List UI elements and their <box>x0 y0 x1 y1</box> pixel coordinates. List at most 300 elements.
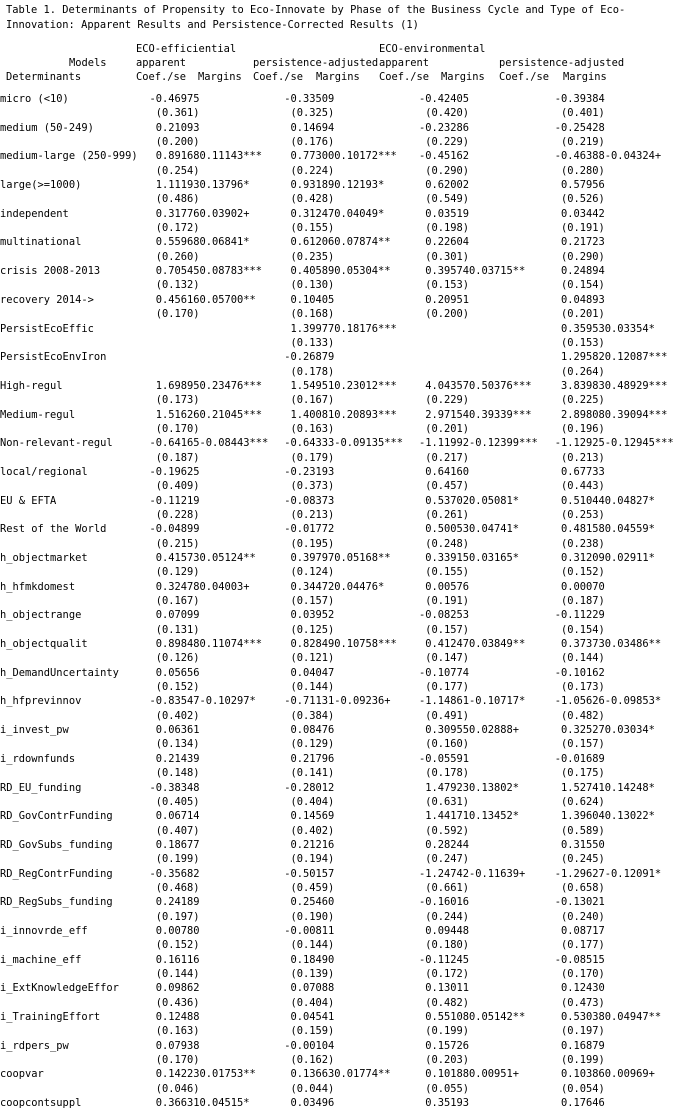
margins-eco-environmental-apparent: 0.00951+ <box>468 1068 520 1081</box>
empty-cell <box>0 221 136 235</box>
margins-eco-efficiential-persistence: 0.04476* <box>334 580 385 593</box>
margins-eco-environmental-apparent <box>469 608 538 622</box>
table-row <box>0 1096 694 1110</box>
margins-eco-efficiential-persistence: 0.20893*** <box>334 408 397 421</box>
table-row <box>0 465 694 479</box>
empty-cell <box>469 594 538 608</box>
coef-eco-efficiential-persistence: 0.21216 <box>290 838 335 851</box>
margins-eco-efficiential-apparent <box>199 1010 268 1024</box>
empty-cell <box>334 623 403 637</box>
results-table <box>0 92 694 1110</box>
coef-eco-environmental-persistence: 0.31209 <box>561 552 605 564</box>
coef-eco-efficiential-apparent: 0.14223 <box>155 1068 200 1081</box>
margins-eco-efficiential-apparent <box>199 838 268 852</box>
empty-cell <box>199 164 268 178</box>
empty-cell <box>334 651 403 665</box>
se-eco-environmental-apparent: (0.261) <box>425 508 469 521</box>
empty-cell <box>469 623 538 637</box>
coef-eco-efficiential-apparent: 0.06361 <box>155 724 200 737</box>
empty-cell <box>0 680 136 694</box>
se-eco-environmental-persistence: (0.199) <box>561 1054 605 1067</box>
margins-eco-efficiential-apparent <box>199 666 268 680</box>
margins-eco-efficiential-persistence <box>334 1039 403 1053</box>
se-eco-environmental-apparent: (0.178) <box>425 767 469 780</box>
coef-eco-environmental-persistence: 0.00070 <box>561 580 605 593</box>
margins-eco-environmental-apparent: 0.13802* <box>468 781 520 794</box>
table-row <box>0 838 694 852</box>
empty-cell <box>0 1024 136 1038</box>
table-row-standard-errors <box>0 135 694 149</box>
se-eco-environmental-apparent: (0.180) <box>425 939 469 952</box>
se-eco-environmental-persistence: (0.153) <box>561 336 605 349</box>
coef-eco-environmental-persistence: 0.31550 <box>561 838 605 851</box>
margins-eco-environmental-persistence <box>605 207 694 221</box>
se-eco-efficiential-apparent: (0.126) <box>155 652 200 665</box>
empty-cell <box>199 910 268 924</box>
se-eco-environmental-persistence: (0.482) <box>561 709 605 722</box>
empty-cell <box>0 996 136 1010</box>
se-eco-environmental-persistence: (0.177) <box>561 939 605 952</box>
margins-eco-environmental-apparent <box>469 350 538 364</box>
se-eco-environmental-apparent: (0.248) <box>425 537 469 550</box>
empty-cell <box>605 1053 694 1067</box>
coef-eco-efficiential-persistence: 0.31247 <box>290 207 335 220</box>
empty-cell <box>334 221 403 235</box>
empty-cell <box>199 967 268 981</box>
determinant-name: Medium-regul <box>0 408 76 421</box>
se-eco-efficiential-apparent: (0.215) <box>155 537 200 550</box>
empty-cell <box>334 278 403 292</box>
margins-eco-environmental-persistence <box>605 752 694 766</box>
empty-cell <box>334 967 403 981</box>
margins-eco-efficiential-apparent <box>199 981 268 995</box>
margins-eco-efficiential-persistence: 0.12193* <box>334 179 385 192</box>
table-row-standard-errors <box>0 250 694 264</box>
determinant-name: Rest of the World <box>0 523 107 536</box>
se-eco-environmental-apparent: (0.229) <box>425 136 469 149</box>
coef-eco-environmental-apparent: 0.50053 <box>425 523 469 536</box>
margins-eco-efficiential-apparent: 0.13796* <box>199 179 250 192</box>
coef-eco-environmental-apparent: 0.22604 <box>425 236 469 249</box>
coef-eco-efficiential-persistence: 0.18490 <box>290 953 335 966</box>
empty-cell <box>469 1082 538 1096</box>
margins-eco-environmental-apparent: 0.03849** <box>468 638 526 651</box>
coef-eco-environmental-persistence: 1.52741 <box>561 781 605 794</box>
coef-eco-efficiential-persistence: 0.10405 <box>290 293 335 306</box>
margins-eco-environmental-persistence <box>605 293 694 307</box>
coef-eco-environmental-persistence: 0.35953 <box>561 322 605 335</box>
empty-cell <box>334 422 403 436</box>
empty-cell <box>334 1082 403 1096</box>
empty-cell <box>469 1053 538 1067</box>
empty-cell <box>199 680 268 694</box>
table-row <box>0 522 694 536</box>
margins-eco-efficiential-persistence: 0.10172*** <box>334 150 397 163</box>
se-eco-environmental-apparent: (0.549) <box>425 193 469 206</box>
se-eco-efficiential-persistence: (0.133) <box>290 336 335 349</box>
empty-cell <box>199 938 268 952</box>
table-row-standard-errors <box>0 651 694 665</box>
se-eco-efficiential-persistence: (0.224) <box>290 164 335 177</box>
empty-cell <box>605 192 694 206</box>
empty-cell <box>469 565 538 579</box>
empty-cell <box>0 508 136 522</box>
coef-eco-efficiential-persistence: 0.21796 <box>290 752 335 765</box>
se-eco-environmental-persistence: (0.264) <box>561 365 605 378</box>
se-eco-efficiential-persistence: (0.044) <box>290 1082 335 1095</box>
empty-cell <box>334 365 403 379</box>
se-eco-environmental-apparent: (0.491) <box>425 709 469 722</box>
se-eco-environmental-persistence: (0.253) <box>561 508 605 521</box>
empty-cell <box>605 910 694 924</box>
empty-cell <box>605 565 694 579</box>
coef-eco-efficiential-persistence: 0.39797 <box>290 552 335 564</box>
empty-cell <box>199 307 268 321</box>
table-row-standard-errors <box>0 164 694 178</box>
table-row <box>0 551 694 565</box>
table-row <box>0 666 694 680</box>
coef-eco-environmental-apparent: 0.00576 <box>425 580 469 593</box>
table-row-standard-errors <box>0 451 694 465</box>
table-row-standard-errors <box>0 278 694 292</box>
margins-eco-environmental-apparent <box>469 752 538 766</box>
margins-eco-efficiential-apparent: -0.10297* <box>199 695 256 708</box>
se-eco-environmental-persistence: (0.152) <box>561 566 605 579</box>
empty-cell <box>0 106 136 120</box>
determinant-name: h_hfmkdomest <box>0 580 76 593</box>
se-eco-efficiential-apparent: (0.197) <box>155 910 200 923</box>
determinant-name: h_objectmarket <box>0 552 88 564</box>
empty-cell <box>334 910 403 924</box>
empty-cell <box>334 737 403 751</box>
coef-eco-efficiential-persistence: 0.14694 <box>290 121 335 134</box>
empty-cell <box>199 594 268 608</box>
margins-eco-environmental-persistence: -0.12091* <box>604 867 662 880</box>
se-eco-environmental-apparent <box>403 336 469 350</box>
se-eco-environmental-persistence: (0.157) <box>561 738 605 751</box>
coef-eco-environmental-persistence: 0.57956 <box>561 179 605 192</box>
table-row <box>0 1039 694 1053</box>
empty-cell <box>0 278 136 292</box>
table-row-standard-errors <box>0 508 694 522</box>
se-eco-efficiential-apparent: (0.228) <box>155 508 200 521</box>
coef-eco-environmental-persistence: 0.08717 <box>561 924 605 937</box>
empty-cell <box>605 967 694 981</box>
margins-eco-environmental-apparent <box>469 953 538 967</box>
empty-cell <box>199 365 268 379</box>
margins-eco-efficiential-persistence <box>334 465 403 479</box>
margins-eco-efficiential-persistence <box>334 953 403 967</box>
table-row-standard-errors <box>0 1082 694 1096</box>
table-row <box>0 867 694 881</box>
se-eco-environmental-apparent: (0.229) <box>425 394 469 407</box>
empty-cell <box>605 1082 694 1096</box>
coef-eco-efficiential-apparent: -0.83547 <box>149 695 200 708</box>
margins-eco-efficiential-persistence <box>334 350 403 364</box>
coef-eco-environmental-apparent: 0.39574 <box>425 265 469 278</box>
coef-eco-efficiential-persistence: -0.00811 <box>284 924 335 937</box>
margins-eco-environmental-persistence <box>605 608 694 622</box>
margins-eco-environmental-apparent: 0.03715** <box>468 265 526 278</box>
coef-eco-environmental-persistence: 0.37373 <box>561 638 605 651</box>
margins-eco-environmental-persistence <box>605 924 694 938</box>
coef-eco-efficiential-apparent <box>136 322 200 336</box>
empty-cell <box>0 623 136 637</box>
margins-eco-efficiential-persistence: 0.10758*** <box>334 638 397 651</box>
margins-eco-efficiential-apparent <box>199 781 268 795</box>
determinant-name: i_rdpers_pw <box>0 1039 69 1052</box>
empty-cell <box>334 106 403 120</box>
se-eco-efficiential-persistence: (0.155) <box>290 222 335 235</box>
table-row <box>0 694 694 708</box>
coef-eco-efficiential-apparent: -0.35682 <box>149 867 200 880</box>
se-eco-efficiential-persistence: (0.130) <box>290 279 335 292</box>
determinant-name: RD_RegContrFunding <box>0 867 113 880</box>
se-eco-efficiential-persistence: (0.194) <box>290 853 335 866</box>
empty-cell <box>469 537 538 551</box>
empty-cell <box>334 881 403 895</box>
margins-eco-efficiential-apparent: 0.01753** <box>199 1068 256 1081</box>
margins-eco-environmental-apparent: 0.02888+ <box>468 724 520 737</box>
empty-cell <box>0 479 136 493</box>
table-row-standard-errors <box>0 537 694 551</box>
se-eco-efficiential-persistence: (0.235) <box>290 250 335 263</box>
coef-eco-efficiential-persistence: -0.01772 <box>284 523 335 536</box>
margins-eco-environmental-persistence: 0.48929*** <box>604 379 668 392</box>
coef-eco-environmental-persistence: -1.12925 <box>554 437 605 450</box>
empty-cell <box>0 910 136 924</box>
empty-cell <box>0 824 136 838</box>
se-eco-environmental-apparent: (0.201) <box>425 422 469 435</box>
coef-eco-environmental-persistence: -0.13021 <box>554 896 605 909</box>
se-eco-environmental-persistence: (0.154) <box>561 623 605 636</box>
margins-eco-efficiential-persistence <box>334 867 403 881</box>
se-eco-efficiential-persistence: (0.404) <box>290 795 335 808</box>
empty-cell <box>469 910 538 924</box>
model-header-apparent-1: apparent <box>136 57 187 69</box>
empty-cell <box>605 795 694 809</box>
coef-eco-efficiential-apparent: 0.12488 <box>155 1011 200 1023</box>
empty-cell <box>199 737 268 751</box>
empty-cell <box>605 594 694 608</box>
margins-eco-environmental-apparent <box>469 924 538 938</box>
empty-cell <box>0 795 136 809</box>
se-eco-environmental-apparent: (0.155) <box>425 566 469 579</box>
coef-eco-environmental-apparent: 0.64160 <box>425 465 469 478</box>
coef-eco-environmental-apparent: 0.13011 <box>425 982 469 995</box>
se-eco-efficiential-apparent: (0.402) <box>155 709 200 722</box>
se-eco-environmental-persistence: (0.173) <box>561 681 605 694</box>
coef-eco-environmental-apparent: 0.30955 <box>425 724 469 737</box>
se-eco-environmental-apparent: (0.482) <box>425 996 469 1009</box>
empty-cell <box>334 795 403 809</box>
table-row-standard-errors <box>0 795 694 809</box>
table-row <box>0 207 694 221</box>
coef-eco-environmental-apparent: 0.41247 <box>425 638 469 651</box>
empty-cell <box>334 451 403 465</box>
empty-cell <box>0 451 136 465</box>
table-row <box>0 1010 694 1024</box>
se-eco-efficiential-apparent: (0.436) <box>155 996 200 1009</box>
se-eco-efficiential-apparent: (0.187) <box>155 451 200 464</box>
coef-eco-efficiential-apparent: -0.38348 <box>149 781 200 794</box>
coef-eco-efficiential-apparent: 0.24189 <box>155 896 200 909</box>
se-eco-efficiential-apparent: (0.260) <box>155 250 200 263</box>
margins-eco-efficiential-apparent: 0.21045*** <box>199 408 263 421</box>
margins-eco-environmental-apparent <box>469 149 538 163</box>
empty-cell <box>199 422 268 436</box>
coef-eco-environmental-persistence: 0.10386 <box>561 1068 605 1081</box>
coef-eco-efficiential-apparent: 0.00780 <box>155 924 200 937</box>
empty-cell <box>199 795 268 809</box>
margins-eco-environmental-apparent <box>469 92 538 106</box>
table-caption: Table 1. Determinants of Propensity to Eco-Innovate by Phase of the Business Cycle and Type of Eco-Innovation: Apparent Results and Persistence-Corrected Results (1) <box>6 4 626 31</box>
empty-cell <box>334 164 403 178</box>
coef-eco-environmental-persistence: 1.29582 <box>561 351 605 364</box>
model-header-persistence-adjusted-2: persistence-adjusted <box>499 57 625 69</box>
margins-eco-efficiential-apparent: 0.11143*** <box>199 150 263 163</box>
margins-eco-efficiential-persistence <box>334 838 403 852</box>
empty-cell <box>605 881 694 895</box>
se-eco-efficiential-apparent: (0.407) <box>155 824 200 837</box>
empty-cell <box>605 766 694 780</box>
se-eco-environmental-apparent: (0.200) <box>425 308 469 321</box>
table-row <box>0 436 694 450</box>
table-row <box>0 1067 694 1081</box>
se-eco-environmental-persistence: (0.225) <box>561 394 605 407</box>
group-header-eco-efficiential: ECO-efficiential <box>136 43 237 55</box>
se-eco-efficiential-persistence: (0.190) <box>290 910 335 923</box>
coef-eco-efficiential-persistence: 0.08476 <box>290 724 335 737</box>
determinant-name: coopcontsuppl <box>0 1097 82 1110</box>
table-row <box>0 494 694 508</box>
empty-cell <box>469 192 538 206</box>
coef-eco-efficiential-persistence: 0.13663 <box>290 1068 335 1081</box>
margins-eco-efficiential-persistence: 0.07874** <box>334 236 391 249</box>
coef-eco-efficiential-persistence: 0.34472 <box>290 580 335 593</box>
table-row <box>0 408 694 422</box>
margins-eco-environmental-apparent: 0.05081* <box>468 494 520 507</box>
determinant-name: medium (50-249) <box>0 121 94 134</box>
determinant-name: PersistEcoEnvIron <box>0 351 107 364</box>
se-eco-environmental-apparent: (0.198) <box>425 222 469 235</box>
empty-cell <box>469 709 538 723</box>
coef-eco-environmental-apparent: -0.05591 <box>418 752 469 765</box>
empty-cell <box>605 680 694 694</box>
margins-eco-efficiential-apparent: 0.06841* <box>199 236 250 249</box>
coef-eco-environmental-apparent: 4.04357 <box>425 379 469 392</box>
empty-cell <box>469 336 538 350</box>
coef-eco-efficiential-apparent: 1.11193 <box>155 179 200 192</box>
margins-eco-environmental-apparent: -0.10717* <box>468 695 526 708</box>
se-eco-environmental-persistence: (0.191) <box>561 222 605 235</box>
empty-cell <box>605 164 694 178</box>
table-row-standard-errors <box>0 106 694 120</box>
se-eco-environmental-persistence: (0.245) <box>561 853 605 866</box>
empty-cell <box>0 192 136 206</box>
margins-eco-efficiential-apparent <box>199 924 268 938</box>
empty-cell <box>469 824 538 838</box>
empty-cell <box>199 1024 268 1038</box>
empty-cell <box>469 221 538 235</box>
coef-eco-environmental-persistence: -0.11229 <box>554 609 605 622</box>
margins-eco-environmental-apparent <box>469 178 538 192</box>
margins-eco-efficiential-persistence: 0.18176*** <box>334 322 397 335</box>
table-row-standard-errors <box>0 910 694 924</box>
se-eco-environmental-persistence: (0.526) <box>561 193 605 206</box>
se-eco-environmental-persistence: (0.196) <box>561 422 605 435</box>
empty-cell <box>199 451 268 465</box>
coef-eco-environmental-persistence: 0.17646 <box>561 1097 605 1110</box>
empty-cell <box>199 623 268 637</box>
margins-eco-environmental-apparent <box>469 465 538 479</box>
empty-cell <box>605 422 694 436</box>
margins-eco-environmental-persistence <box>605 981 694 995</box>
empty-cell <box>199 766 268 780</box>
col-header-coef-se-4: Coef./se <box>499 71 550 83</box>
margins-eco-environmental-persistence <box>605 895 694 909</box>
margins-eco-efficiential-apparent <box>199 953 268 967</box>
coef-eco-efficiential-persistence: 0.40589 <box>290 265 335 278</box>
margins-eco-environmental-persistence <box>605 121 694 135</box>
col-header-margins-3: Margins <box>441 71 485 83</box>
header-rule-bottom <box>6 87 678 88</box>
margins-eco-environmental-apparent: 0.04741* <box>468 523 520 536</box>
coef-eco-efficiential-apparent: 1.69895 <box>155 379 200 392</box>
margins-eco-efficiential-persistence: -0.09135*** <box>334 437 404 450</box>
table-row <box>0 379 694 393</box>
se-eco-environmental-apparent: (0.199) <box>425 1025 469 1038</box>
coef-eco-efficiential-apparent: 0.09862 <box>155 982 200 995</box>
coef-eco-environmental-persistence: -0.08515 <box>554 953 605 966</box>
table-row <box>0 781 694 795</box>
margins-eco-efficiential-persistence: 0.01774** <box>334 1068 391 1081</box>
table-row <box>0 264 694 278</box>
margins-eco-efficiential-persistence: 0.05168** <box>334 552 391 564</box>
coef-eco-environmental-apparent: 0.20951 <box>425 293 469 306</box>
se-eco-efficiential-apparent: (0.173) <box>155 394 200 407</box>
empty-cell <box>0 651 136 665</box>
coef-eco-environmental-apparent: -0.45162 <box>418 150 469 163</box>
determinant-name: multinational <box>0 236 82 249</box>
coef-eco-environmental-apparent: 0.03519 <box>425 207 469 220</box>
coef-eco-efficiential-apparent: 0.07938 <box>155 1039 200 1052</box>
coef-eco-efficiential-persistence: -0.08373 <box>284 494 335 507</box>
margins-eco-environmental-persistence <box>605 178 694 192</box>
empty-cell <box>0 852 136 866</box>
empty-cell <box>469 393 538 407</box>
empty-cell <box>0 365 136 379</box>
empty-cell <box>469 422 538 436</box>
empty-cell <box>469 365 538 379</box>
col-header-margins-1: Margins <box>198 71 242 83</box>
coef-eco-efficiential-apparent: 0.31776 <box>155 207 200 220</box>
coef-eco-efficiential-persistence: 0.07088 <box>290 982 335 995</box>
empty-cell <box>199 135 268 149</box>
margins-eco-environmental-apparent <box>469 1039 538 1053</box>
table-row <box>0 608 694 622</box>
se-eco-efficiential-persistence: (0.129) <box>290 738 335 751</box>
determinant-name: RD_RegSubs_funding <box>0 896 113 909</box>
coef-eco-efficiential-persistence: -0.71131 <box>284 695 335 708</box>
margins-eco-environmental-persistence: -0.12945*** <box>604 437 674 450</box>
coef-eco-efficiential-persistence: -0.00104 <box>284 1039 335 1052</box>
se-eco-environmental-persistence: (0.054) <box>561 1082 605 1095</box>
empty-cell <box>0 393 136 407</box>
table-row-standard-errors <box>0 336 694 350</box>
determinant-name: h_hfprevinnov <box>0 695 82 708</box>
margins-eco-efficiential-persistence <box>334 92 403 106</box>
